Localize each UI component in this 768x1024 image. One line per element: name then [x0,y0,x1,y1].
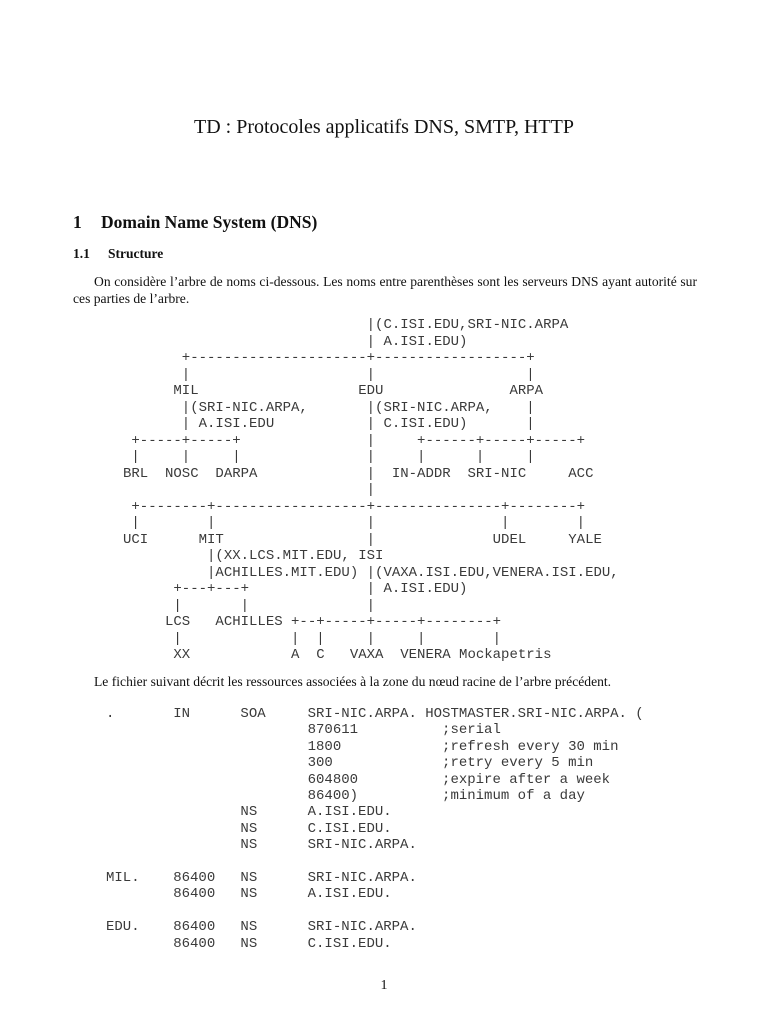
zone-file-intro-paragraph: Le fichier suivant décrit les ressources associées à la zone du nœud racine de l’arbre précédent. [94,674,612,689]
diagram-line: |(C.ISI.EDU,SRI-NIC.ARPA [123,317,569,333]
diagram-line: | A.ISI.EDU | C.ISI.EDU) | [123,416,535,432]
diagram-line: MIL EDU ARPA [123,383,544,399]
zone-line: NS A.ISI.EDU. [106,804,392,821]
zone-line: NS C.ISI.EDU. [106,820,392,837]
intro-paragraph: On considère l’arbre de noms ci-dessous. Les noms entre parenthèses sont les serveurs DNS ayant autorité sur ces parties de l’arbre. [73,274,697,306]
zone-line: 870611 ;serial [106,722,501,739]
diagram-line: UCI MIT | UDEL YALE [123,531,602,548]
section-number: 1 [73,212,82,232]
zone-line: . IN SOA SRI-NIC.ARPA. HOSTMASTER.SRI-NIC.ARPA. ( [106,706,644,722]
diagram-line: |(SRI-NIC.ARPA, |(SRI-NIC.ARPA, | [123,399,535,416]
diagram-line: | | | | | [123,515,586,531]
diagram-line: | | | | | | [123,630,502,647]
zone-line: NS SRI-NIC.ARPA. [106,837,417,854]
page-number: 1 [380,978,388,993]
diagram-line: | | | [123,366,535,383]
zone-line: 86400 NS A.ISI.EDU. [106,886,392,903]
diagram-line: |(XX.LCS.MIT.EDU, ISI [123,548,384,564]
zone-line: 300 ;retry every 5 min [106,755,594,772]
diagram-line: XX A C VAXA VENERA Mockapetris [123,647,552,663]
document-title: TD : Protocoles applicatifs DNS, SMTP, HTTP [194,116,574,138]
diagram-line: +-----+-----+ | +------+-----+-----+ [123,432,586,449]
section-title: Domain Name System (DNS) [101,212,318,232]
diagram-line: | A.ISI.EDU) [123,333,468,350]
diagram-line: +--------+------------------+---------------+--------+ [123,498,586,515]
zone-line: 1800 ;refresh every 30 min [106,738,619,755]
subsection-title: Structure [108,246,164,261]
diagram-line: |ACHILLES.MIT.EDU) |(VAXA.ISI.EDU,VENERA.ISI.EDU, [123,564,619,581]
diagram-line: | | | | | | | [123,449,535,465]
diagram-line: BRL NOSC DARPA | IN-ADDR SRI-NIC ACC [123,465,594,482]
zone-line: EDU. 86400 NS SRI-NIC.ARPA. [106,919,417,936]
diagram-line: LCS ACHILLES +--+-----+-----+--------+ [123,614,502,630]
diagram-line: +---------------------+------------------+ [123,350,535,366]
zone-line: 604800 ;expire after a week [106,771,611,788]
subsection-number: 1.1 [73,246,90,261]
diagram-line: +---+---+ | A.ISI.EDU) [123,581,468,597]
zone-line: 86400 NS C.ISI.EDU. [106,935,392,952]
zone-line: 86400) ;minimum of a day [106,788,585,804]
diagram-line: | [123,482,376,498]
diagram-line: | | | [123,597,376,614]
zone-line: MIL. 86400 NS SRI-NIC.ARPA. [106,870,417,886]
